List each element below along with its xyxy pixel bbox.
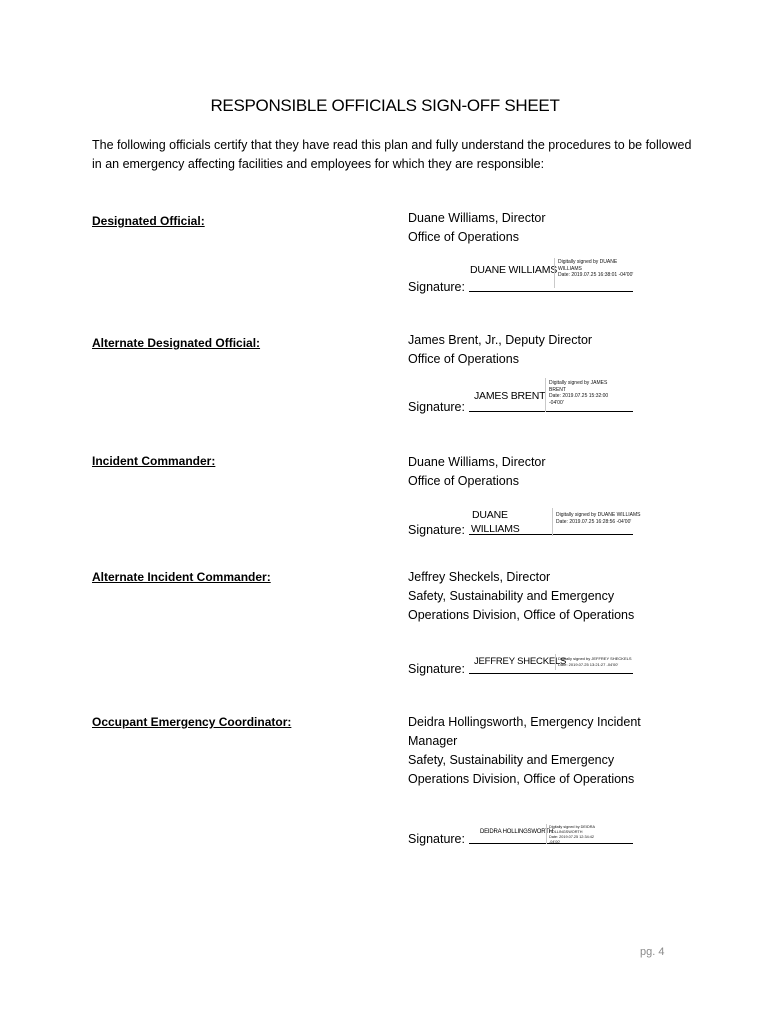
person-line: Duane Williams, Director [408, 211, 546, 225]
digital-signature-detail: Digitally signed by DUANE WILLIAMS Date: 2019.07.25 16:28:56 -04'00' [556, 512, 641, 525]
person-line: Duane Williams, Director [408, 455, 546, 469]
digital-signature-name: JEFFREY SHECKELS [474, 656, 567, 667]
person-line: Office of Operations [408, 352, 519, 366]
digital-signature-name: DUANE WILLIAMS [470, 264, 558, 276]
digital-signature-detail: Digitally signed by JEFFREY SHECKELS Date: 2019.07.25 13:21:27 -04'00' [558, 656, 632, 667]
signature-row-designated-official [408, 260, 648, 294]
digital-signature-detail: Digitally signed by DEIDRA HOLLINGSWORTH Date: 2019.07.25 12:34:42 -04'00' [549, 825, 595, 844]
person-line: Office of Operations [408, 230, 519, 244]
signature-divider [552, 508, 553, 536]
person-block-incident-commander [408, 453, 708, 491]
signature-divider [546, 824, 547, 844]
signature-line[interactable] [469, 673, 633, 674]
intro-paragraph: The following officials certify that they have read this plan and fully understand the procedures to be followed in an emergency affecting facilities and employees for which they are responsible: [92, 138, 692, 171]
signature-row-alternate-designated-official [408, 378, 648, 414]
digital-signature-name-line1: DUANE [472, 509, 508, 521]
role-designated-official: Designated Official: [92, 214, 205, 228]
person-line: Operations Division, Office of Operations [408, 608, 635, 622]
digital-signature-name-line2: WILLIAMS [471, 523, 520, 535]
signature-label: Signature: [408, 832, 465, 846]
person-block-alternate-designated-official [408, 331, 708, 369]
role-alternate-designated-official: Alternate Designated Official: [92, 336, 261, 350]
person-line: James Brent, Jr., Deputy Director [408, 333, 593, 347]
digital-signature-name: DEIDRA HOLLINGSWORTH [480, 829, 553, 835]
signature-label: Signature: [408, 280, 465, 294]
signature-label: Signature: [408, 662, 465, 676]
person-line: Manager [408, 734, 458, 748]
person-line: Deidra Hollingsworth, Emergency Incident [408, 715, 641, 729]
signature-label: Signature: [408, 523, 465, 537]
role-occupant-emergency-coordinator: Occupant Emergency Coordinator: [92, 715, 292, 729]
person-line: Safety, Sustainability and Emergency [408, 753, 615, 767]
person-line: Office of Operations [408, 474, 519, 488]
signature-line[interactable] [469, 291, 633, 292]
digital-signature-detail: Digitally signed by JAMES BRENT Date: 2019.07.25 15:32:00 -04'00' [549, 380, 609, 406]
role-incident-commander: Incident Commander: [92, 454, 216, 468]
digital-signature-detail: Digitally signed by DUANE WILLIAMS Date: 2019.07.25 16:38:01 -04'00' [558, 259, 634, 278]
signature-label: Signature: [408, 400, 465, 414]
signature-divider [545, 378, 546, 412]
person-line: Jeffrey Sheckels, Director [408, 570, 551, 584]
person-block-alternate-incident-commander [408, 568, 708, 625]
signature-row-occupant-emergency-coordinator [408, 820, 648, 846]
person-block-designated-official [408, 209, 708, 247]
signature-line[interactable] [469, 411, 633, 412]
page-number: pg. 4 [640, 946, 665, 958]
role-alternate-incident-commander: Alternate Incident Commander: [92, 570, 271, 584]
page-title: RESPONSIBLE OFFICIALS SIGN-OFF SHEET [210, 96, 560, 115]
person-line: Operations Division, Office of Operations [408, 772, 635, 786]
person-line: Safety, Sustainability and Emergency [408, 589, 615, 603]
signature-row-alternate-incident-commander [408, 650, 648, 676]
signature-divider [555, 654, 556, 670]
signature-divider [554, 258, 555, 288]
digital-signature-name: JAMES BRENT [474, 390, 546, 402]
person-block-occupant-emergency-coordinator [408, 713, 708, 789]
signature-row-incident-commander [408, 506, 648, 537]
